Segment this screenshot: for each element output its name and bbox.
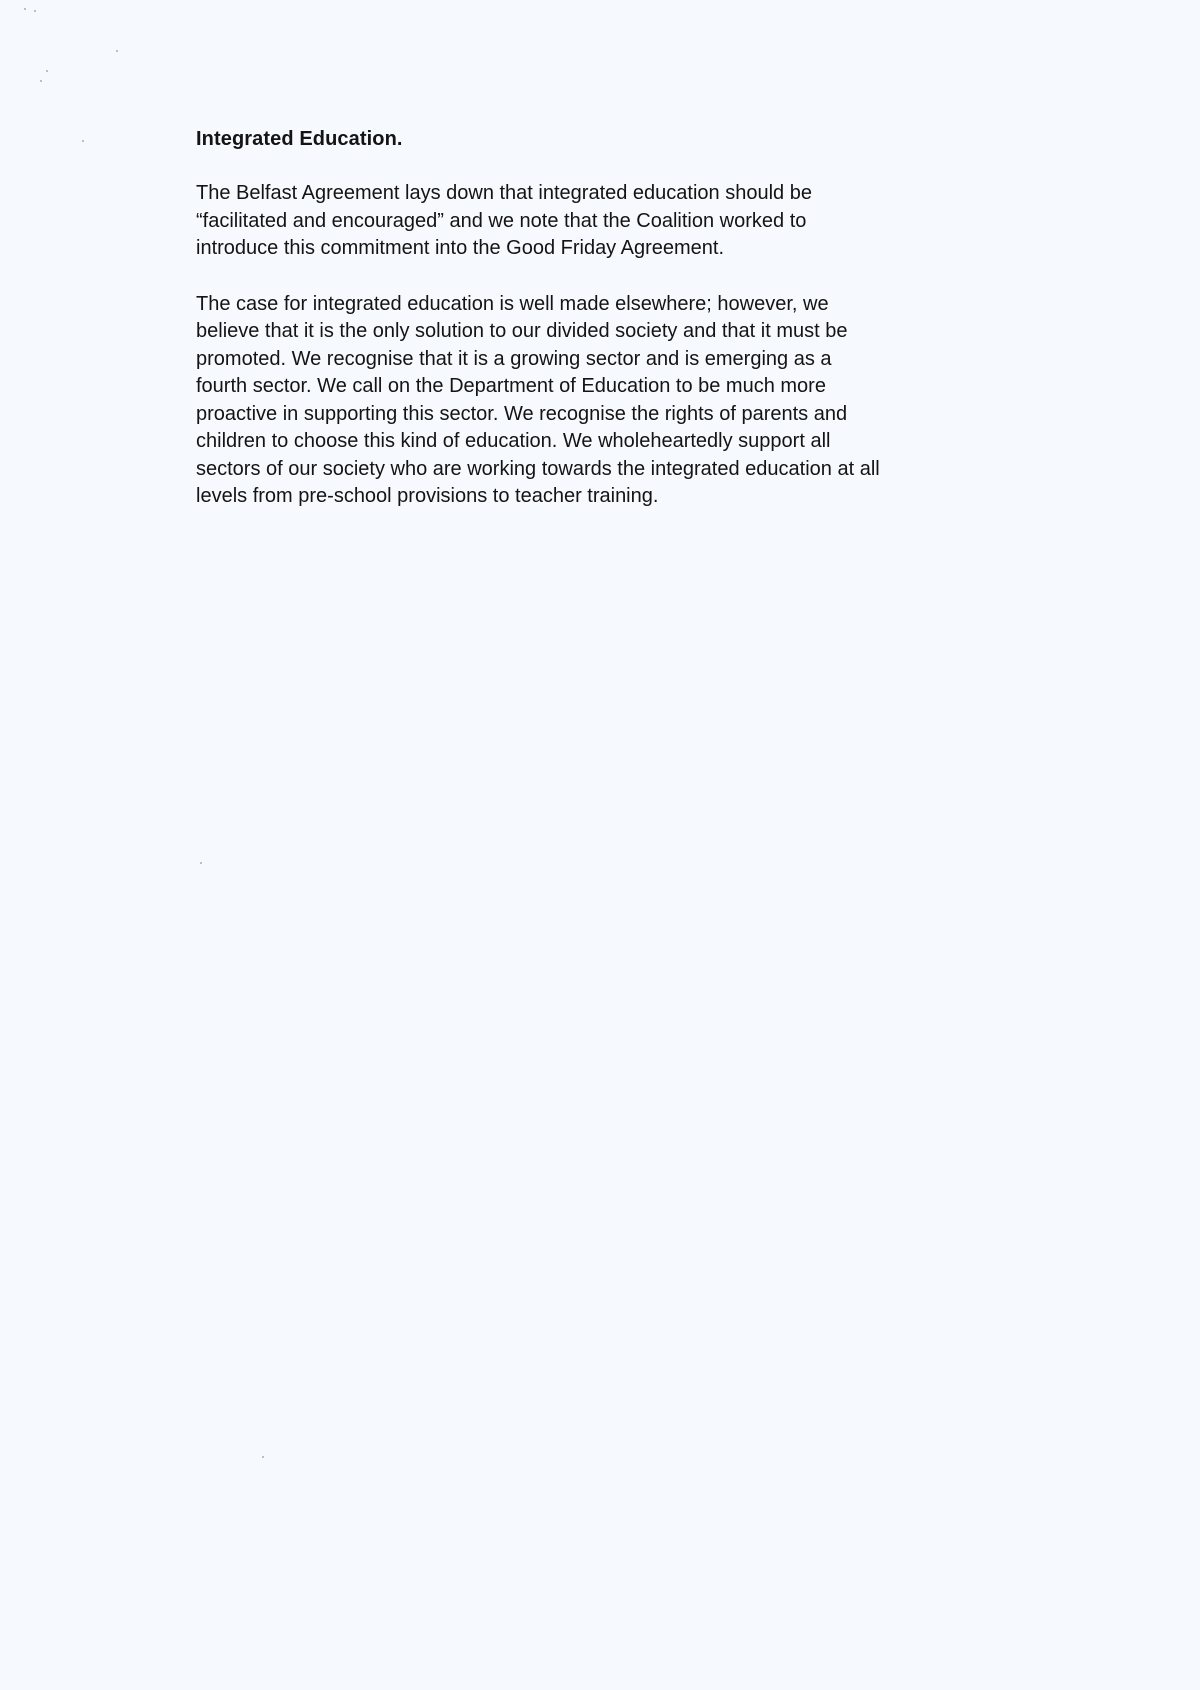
paragraph-case-for-integrated-education [196,291,1076,511]
scan-speck [116,50,118,52]
text-line: sectors of our society who are working towards the integrated education at all [196,457,880,480]
section-heading: Integrated Education. [196,128,403,150]
text-line: levels from pre-school provisions to teacher training. [196,485,659,507]
scan-speck [200,862,202,864]
text-line: “facilitated and encouraged” and we note that the Coalition worked to [196,209,807,232]
scan-speck [82,140,84,142]
paragraph-belfast-agreement [196,180,1076,263]
scan-speck [40,80,42,82]
text-line: proactive in supporting this sector. We recognise the rights of parents and [196,402,848,425]
document-body [196,126,1076,539]
text-line: believe that it is the only solution to our divided society and that it must be [196,320,848,342]
scan-speck [34,10,36,12]
text-line: The Belfast Agreement lays down that integrated education should be [196,182,812,204]
text-line: children to choose this kind of education. We wholeheartedly support all [196,430,831,452]
scan-speck [46,70,48,72]
scan-speck [24,8,26,10]
scan-speck [262,1456,264,1458]
text-line: The case for integrated education is well made elsewhere; however, we [196,292,829,315]
text-line: fourth sector. We call on the Department of Education to be much more [196,375,826,397]
text-line: promoted. We recognise that it is a growing sector and is emerging as a [196,347,832,370]
text-line: introduce this commitment into the Good Friday Agreement. [196,237,725,259]
